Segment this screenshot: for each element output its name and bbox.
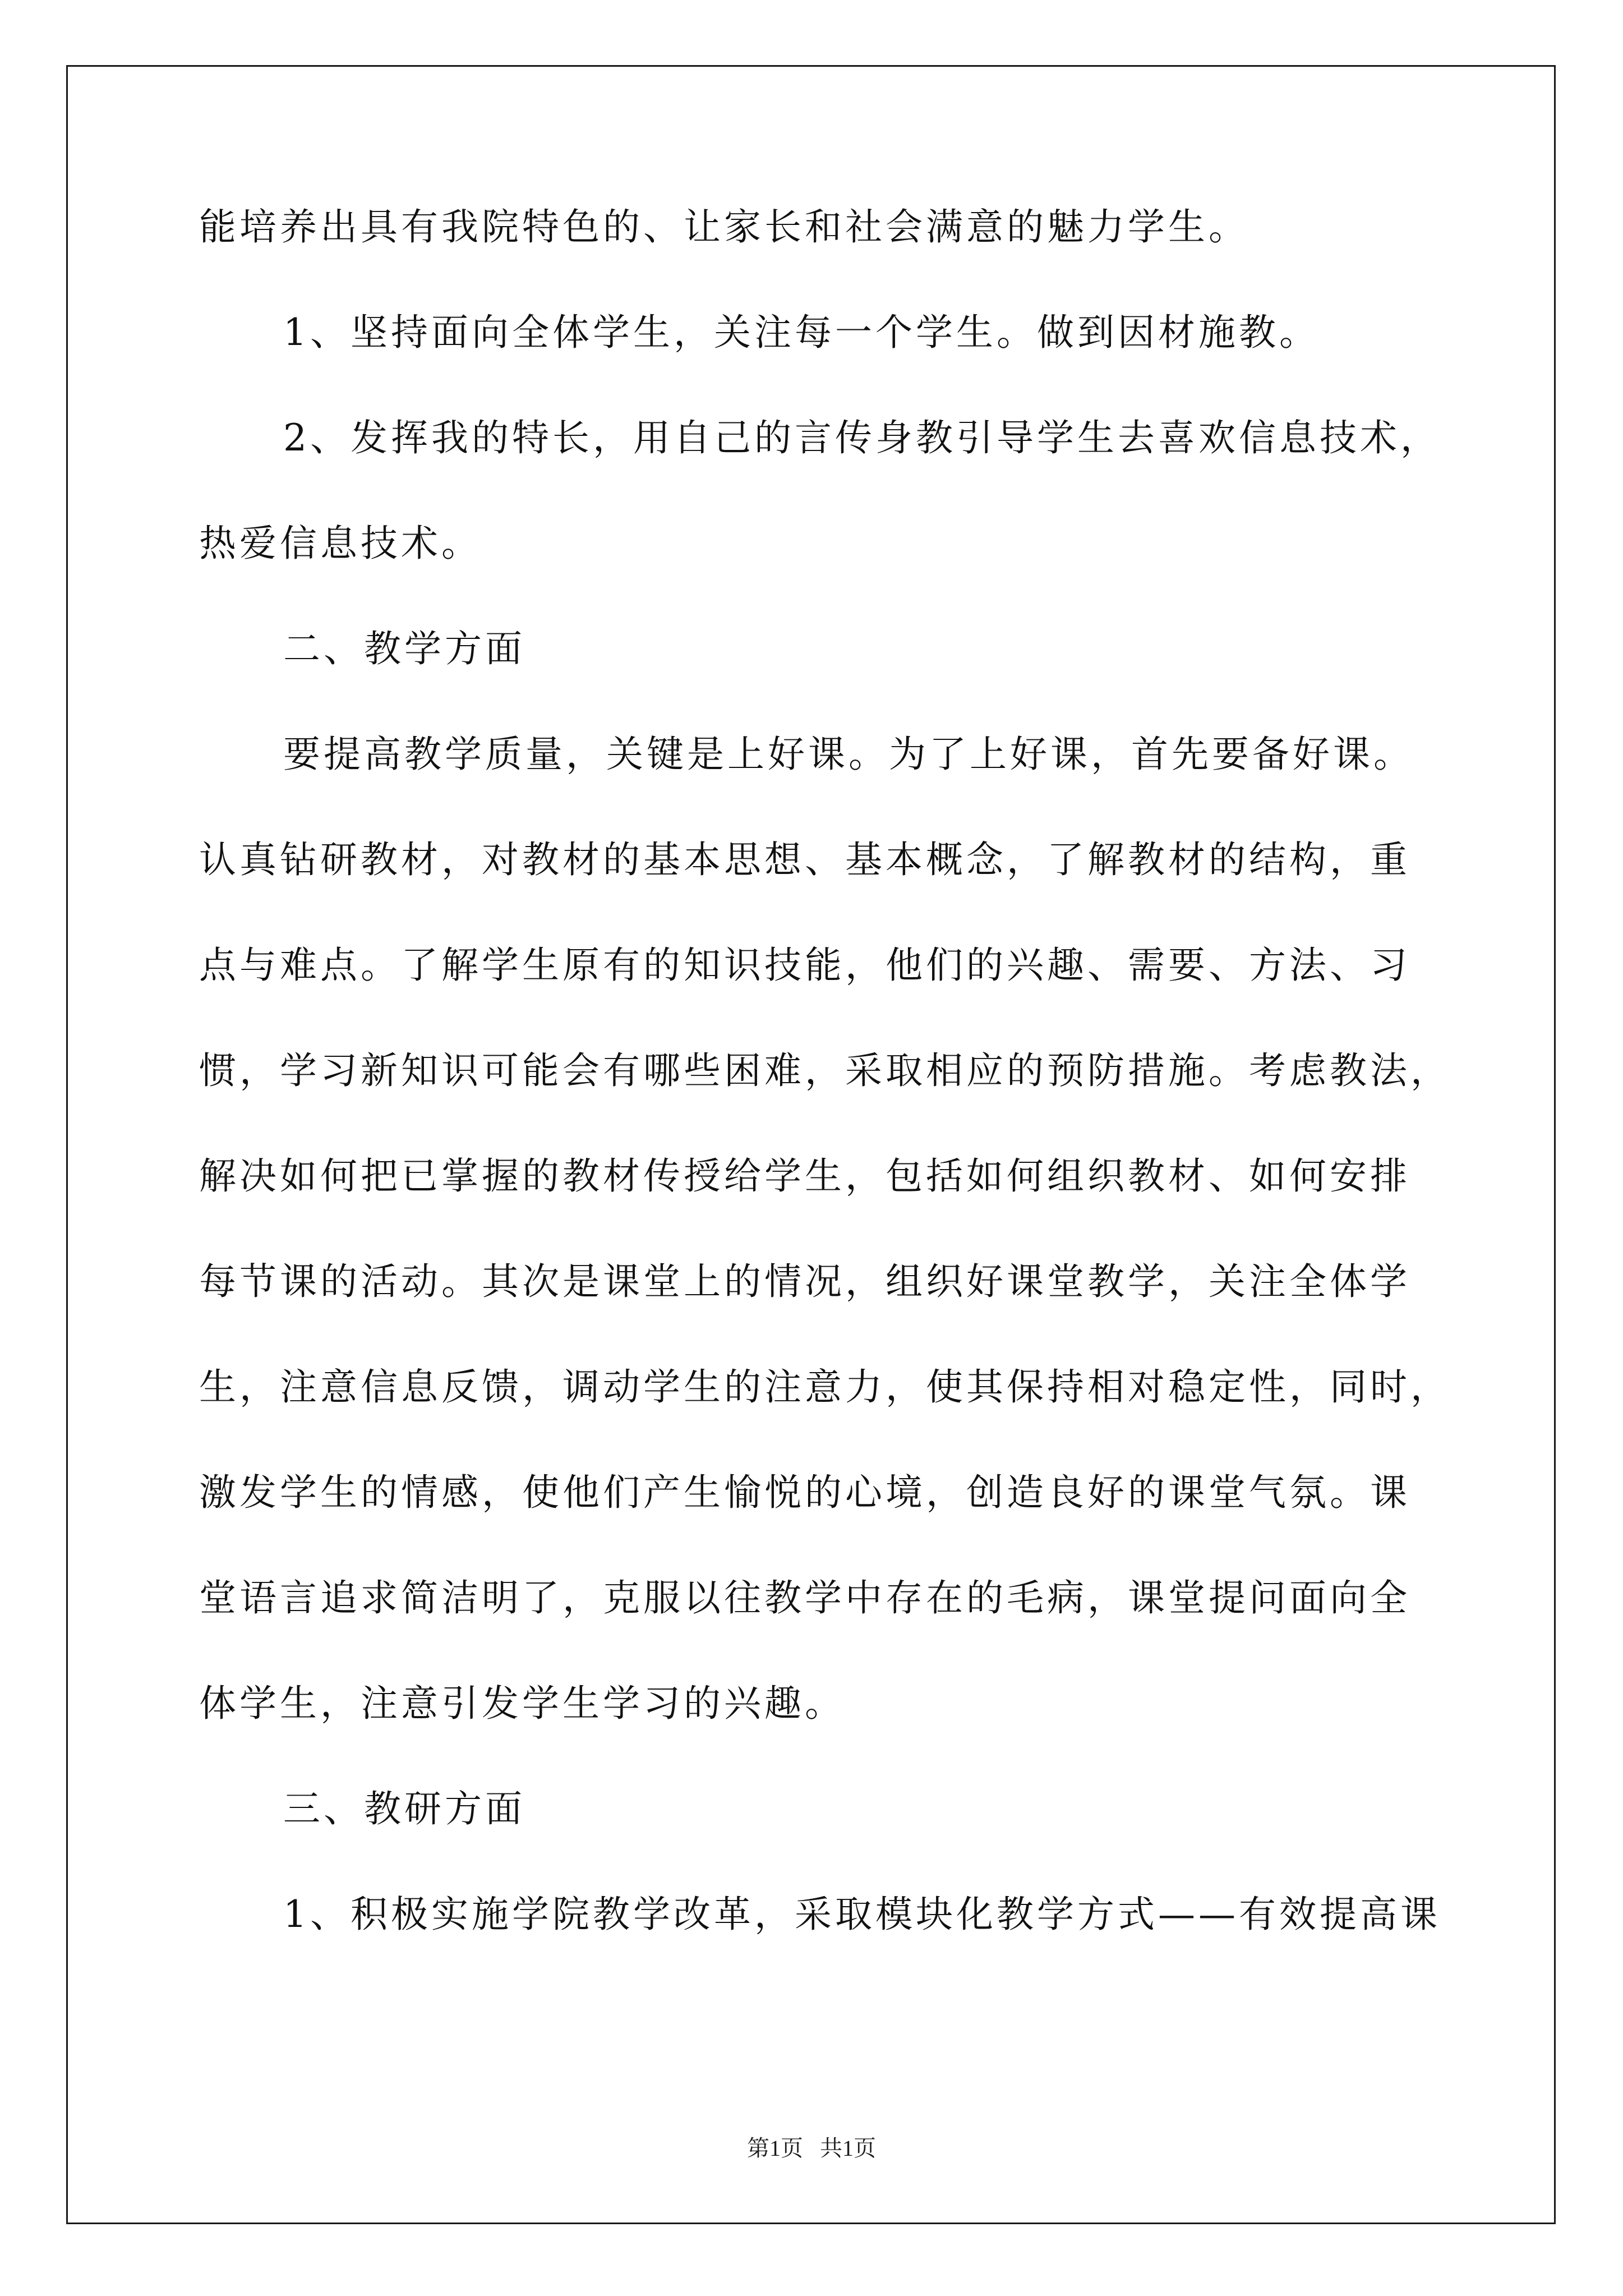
paragraph-line: 解决如何把已掌握的教材传授给学生，包括如何组织教材、如何安排 xyxy=(199,1154,1410,1198)
list-item: 1、积极实施学院教学改革，采取模块化教学方式——有效提高课 xyxy=(283,1893,1441,1936)
paragraph-line: 生，注意信息反馈，调动学生的注意力，使其保持相对稳定性，同时， xyxy=(199,1365,1451,1409)
list-item: 2、发挥我的特长，用自己的言传身教引导学生去喜欢信息技术， xyxy=(283,416,1441,459)
total-pages: 共1页 xyxy=(820,2136,876,2161)
text-line: 热爱信息技术。 xyxy=(199,522,482,565)
paragraph-line: 每节课的活动。其次是课堂上的情况，组织好课堂教学，关注全体学 xyxy=(199,1260,1410,1303)
paragraph-line: 惯，学习新知识可能会有哪些困难，采取相应的预防措施。考虑教法， xyxy=(199,1049,1451,1092)
paragraph-line: 要提高教学质量，关键是上好课。为了上好课，首先要备好课。 xyxy=(283,733,1414,776)
page-number: 第1页 xyxy=(747,2136,803,2161)
paragraph-line: 体学生，注意引发学生学习的兴趣。 xyxy=(199,1682,845,1725)
text-line: 能培养出具有我院特色的、让家长和社会满意的魅力学生。 xyxy=(199,205,1249,249)
section-heading: 三、教研方面 xyxy=(283,1787,525,1830)
paragraph-line: 堂语言追求简洁明了，克服以往教学中存在的毛病，课堂提问面向全 xyxy=(199,1576,1410,1619)
paragraph-line: 认真钻研教材，对教材的基本思想、基本概念，了解教材的结构，重 xyxy=(199,838,1410,881)
paragraph-line: 激发学生的情感，使他们产生愉悦的心境，创造良好的课堂气氛。课 xyxy=(199,1471,1410,1514)
paragraph-line: 点与难点。了解学生原有的知识技能，他们的兴趣、需要、方法、习 xyxy=(199,944,1410,987)
list-item: 1、坚持面向全体学生，关注每一个学生。做到因材施教。 xyxy=(283,311,1320,354)
section-heading: 二、教学方面 xyxy=(283,627,525,670)
page-footer xyxy=(0,2134,1623,2162)
